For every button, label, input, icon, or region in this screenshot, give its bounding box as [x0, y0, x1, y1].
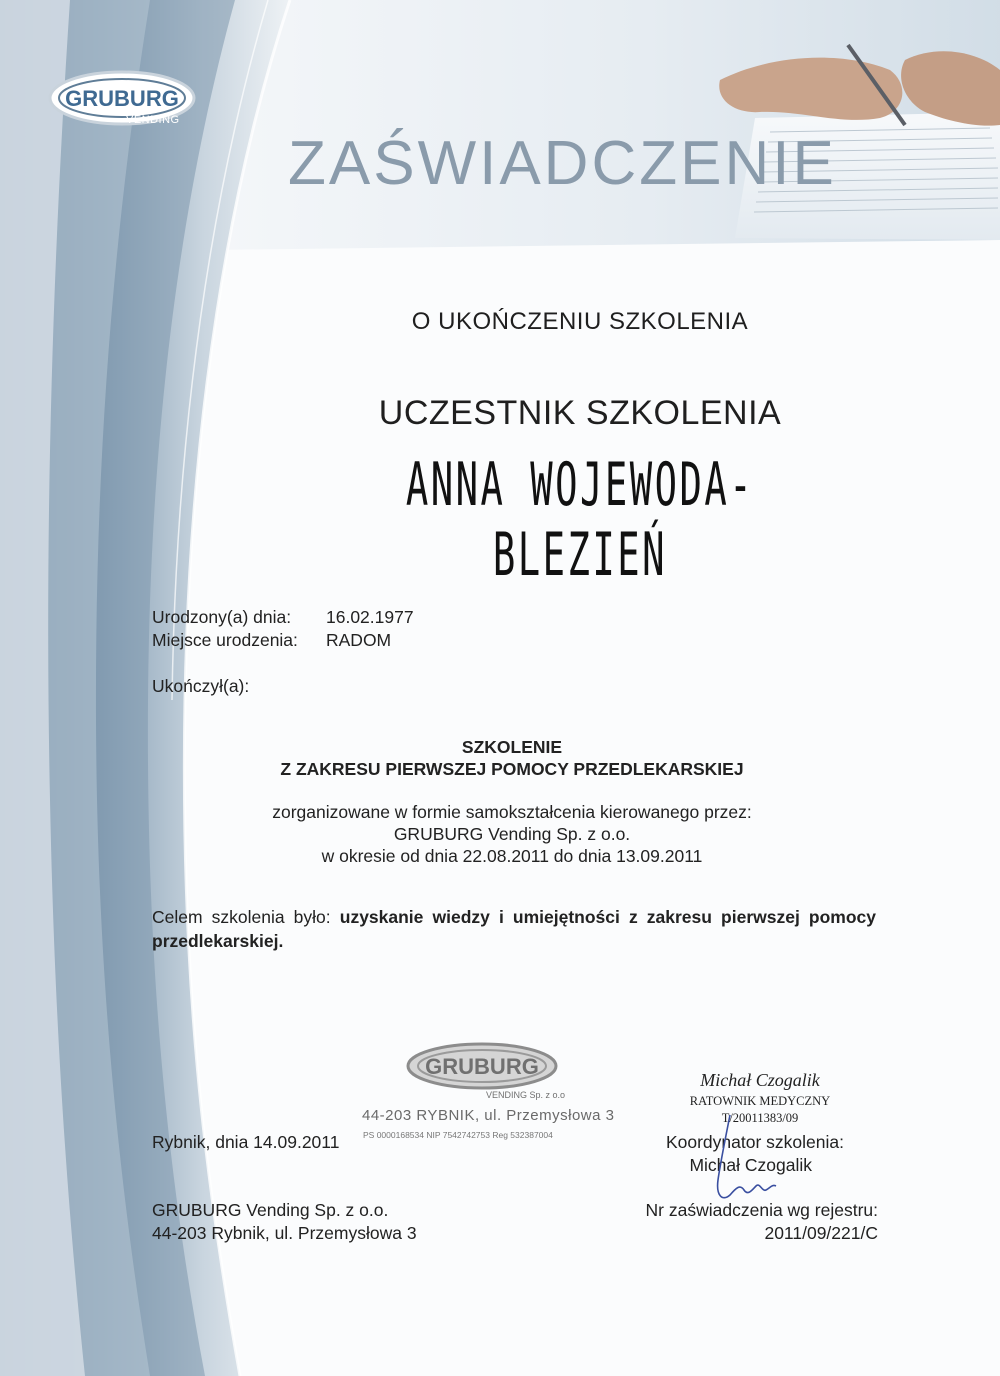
coordinator-label: Koordynator szkolenia:	[665, 1132, 844, 1152]
company-stamp-logo	[400, 1040, 580, 1102]
stamp-vending-label: VENDING Sp. z o.o	[485, 1090, 565, 1100]
birth-date-label: Urodzony(a) dnia:	[152, 607, 292, 627]
course-line-2: Z ZAKRESU PIERWSZEJ POMOCY PRZEDLEKARSKIEJ	[280, 759, 744, 779]
registry-label: Nr zaświadczenia wg rejestru:	[645, 1200, 878, 1220]
organized-line-2: GRUBURG Vending Sp. z o.o.	[393, 824, 631, 844]
document-title: ZAŚWIADCZENIE	[288, 129, 837, 198]
goal-label: Celem szkolenia było:	[152, 907, 331, 927]
medic-stamp-title: RATOWNIK MEDYCZNY	[689, 1094, 831, 1108]
stamp-address: 44-203 RYBNIK, ul. Przemysłowa 3	[362, 1107, 615, 1124]
gruburg-logo	[44, 68, 204, 138]
coordinator-name: Michał Czogalik	[689, 1155, 812, 1175]
course-line-1: SZKOLENIE	[461, 737, 563, 757]
place-and-date: Rybnik, dnia 14.09.2011	[152, 1132, 340, 1152]
goal-text: uzyskanie wiedzy i umiejętności z zakresu pierwszej pomocy przedlekarskiej.	[152, 907, 876, 951]
birth-place-label: Miejsce urodzenia:	[152, 630, 298, 650]
participant-name: ANNA WOJEWODA-BLEZIEŃ	[405, 450, 755, 590]
birth-place-value: RADOM	[326, 630, 392, 650]
document-subtitle: O UKOŃCZENIU SZKOLENIA	[411, 308, 749, 335]
logo-vending-label: VENDING	[126, 114, 180, 126]
medic-stamp-number: T/20011383/09	[721, 1111, 799, 1125]
organized-line-1: zorganizowane w formie samokształcenia kierowanego przez:	[272, 802, 752, 822]
stamp-wordmark: GRUBURG	[425, 1054, 539, 1079]
birth-date-value: 16.02.1977	[326, 607, 414, 627]
stamp-ids: PS 0000168534 NIP 7542742753 Reg 532387004	[363, 1130, 553, 1140]
medic-stamp-name: Michał Czogalik	[700, 1070, 820, 1090]
training-goal	[152, 905, 876, 953]
registry-number: 2011/09/221/C	[764, 1223, 878, 1243]
organized-line-3: w okresie od dnia 22.08.2011 do dnia 13.09.2011	[321, 846, 703, 866]
participant-heading: UCZESTNIK SZKOLENIA	[378, 394, 782, 432]
company-address: 44-203 Rybnik, ul. Przemysłowa 3	[152, 1223, 417, 1243]
logo-wordmark: GRUBURG	[65, 86, 179, 111]
company-name: GRUBURG Vending Sp. z o.o.	[152, 1200, 389, 1220]
completed-label: Ukończył(a):	[152, 676, 250, 696]
signature	[700, 1110, 790, 1210]
